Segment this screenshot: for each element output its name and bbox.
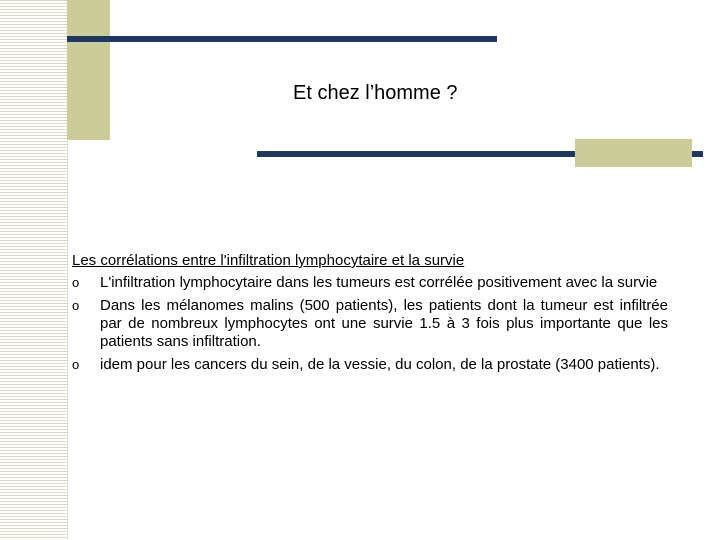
- bullet-marker-icon: o: [72, 298, 80, 313]
- list-item: [72, 356, 668, 374]
- bullet-text: idem pour les cancers du sein, de la vessie, du colon, de la prostate (3400 patients).: [100, 356, 660, 373]
- slide-title: Et chez l’homme ?: [293, 82, 458, 104]
- bullet-marker-icon: o: [72, 275, 80, 290]
- left-decorative-stripe: [0, 0, 67, 540]
- olive-accent-block-right: [575, 139, 692, 167]
- bullet-marker-icon: o: [72, 357, 80, 372]
- bullet-text: Dans les mélanomes malins (500 patients), les patients dont la tumeur est infiltrée par de nombreux lymphocytes ont une survie 1.5 à 3 fois plus importante que les patients sans infiltration.: [100, 297, 668, 350]
- title-bar-top: [67, 36, 497, 42]
- bullet-list: [72, 274, 668, 374]
- olive-accent-block-top: [67, 0, 110, 140]
- section-heading: Les corrélations entre l'infiltration lymphocytaire et la survie: [72, 252, 465, 269]
- slide-body: [72, 252, 668, 379]
- list-item: [72, 297, 668, 351]
- bullet-text: L'infiltration lymphocytaire dans les tumeurs est corrélée positivement avec la survie: [100, 274, 658, 291]
- list-item: [72, 274, 668, 292]
